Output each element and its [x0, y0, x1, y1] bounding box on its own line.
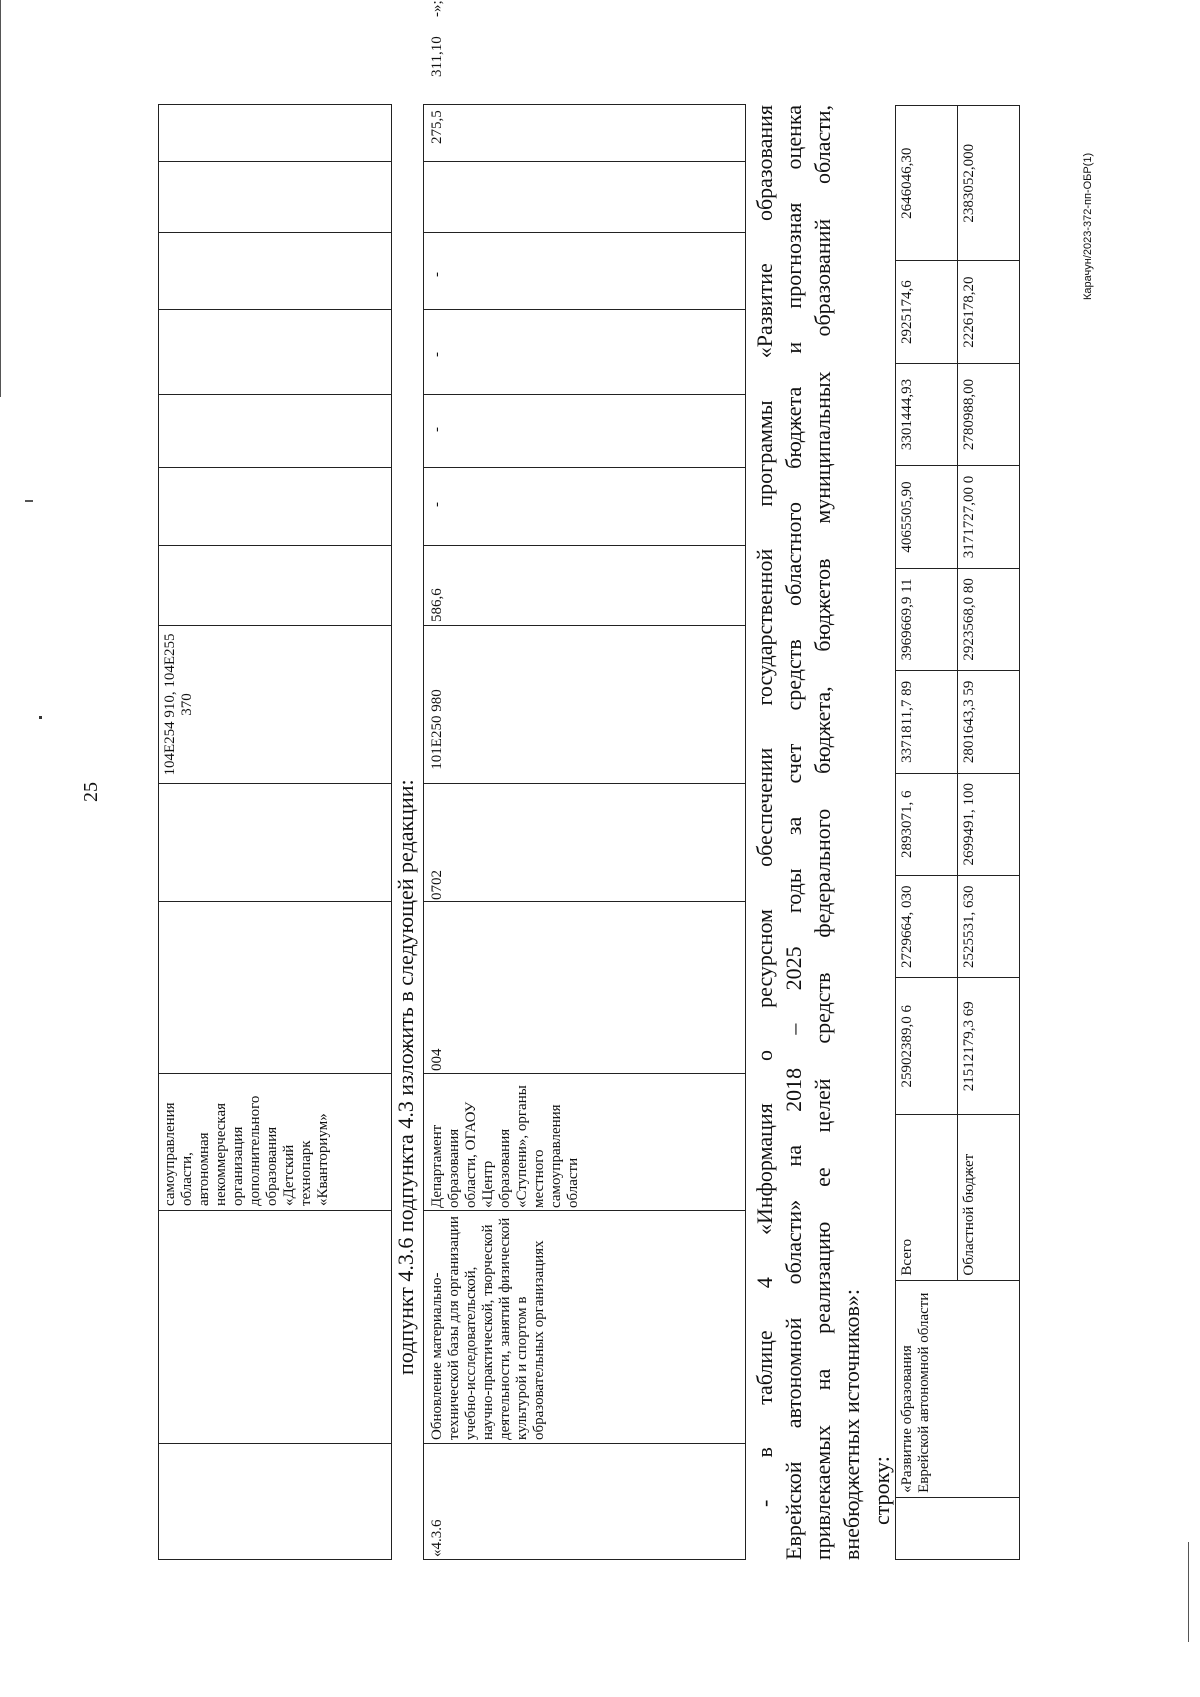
total-sum: 25902389,0 6: [896, 978, 958, 1115]
table1-name-cell: [159, 1211, 392, 1444]
table1-executor-cell: самоуправления области, автономная некоммерческая организация дополнительного образования «Детский технопарк «Кванториум»: [159, 1074, 392, 1211]
table1-cell: [159, 546, 392, 626]
table3-blank-cell: [896, 1497, 1020, 1559]
cell-csr: [424, 626, 746, 784]
table1-cell: [159, 310, 392, 395]
para-line-1: - в таблице 4 «Информация о ресурсном обеспечении государственной программы «Развитие образования: [752, 105, 777, 1507]
table1-cell: [159, 395, 392, 468]
cell-2022: [424, 162, 746, 233]
row-2018: -: [429, 502, 445, 507]
table1-csr-cell: 104E254 910, 104E255 370: [159, 626, 392, 784]
scan-line: [25, 500, 33, 502]
row-number: «4.3.6: [429, 1519, 445, 1557]
cell-2021: [424, 233, 746, 310]
row-total: 586,6: [429, 588, 445, 622]
cell-2019: [424, 395, 746, 468]
row-name: Обновление материально-технической базы для организации учебно-исследовательской, научно-практической, творческой деятельности, занятий физической культурой и спортом в образовательных организациях: [429, 1216, 547, 1440]
intro-stroku: строку:: [869, 1456, 894, 1525]
regional-2021: 2923568,0 80: [958, 568, 1020, 670]
cell-rzpr: [424, 784, 746, 902]
row-2024: 311,10: [429, 36, 445, 77]
row-2019: -: [429, 427, 445, 432]
document-code: Карачун/2023-372-пп-ОБР(1): [1082, 152, 1094, 300]
speck: [39, 716, 42, 719]
table1-cell: [159, 233, 392, 310]
total-2020: 3371811,7 89: [896, 671, 958, 773]
total-2023: 3301444,93: [896, 363, 958, 465]
cell-grbs: [424, 902, 746, 1074]
regional-2023: 2780988,00: [958, 363, 1020, 465]
cell-2018: [424, 468, 746, 546]
program-name: «Развитие образования Еврейской автономной области: [896, 1280, 1020, 1497]
row-csr: 101E250 980: [429, 689, 445, 770]
regional-2022: 3171727,00 0: [958, 466, 1020, 568]
table1-rzpr-cell: [159, 784, 392, 902]
regional-2020: 2801643,3 59: [958, 671, 1020, 773]
scan-line: [0, 0, 1, 397]
table1-cell: [159, 105, 392, 162]
row-2025: -»;: [429, 0, 445, 17]
para-line-4: внебюджетных источников»:: [839, 1289, 864, 1560]
para-line-2: Еврейской автономной области» на 2018 – 2025 годы за счет средств областного бюджета и прогнозная оценка: [781, 105, 806, 1560]
para-line-3: привлекаемых на реализацию ее целей средств федерального бюджета, бюджетов муниципальных образований области,: [810, 105, 835, 1560]
scan-line: [1188, 1542, 1189, 1642]
total-2021: 3969669,9 11: [896, 568, 958, 670]
regional-2018: 2525531, 630: [958, 876, 1020, 978]
total-2019: 2893071, 6: [896, 773, 958, 875]
row-2021: -: [429, 272, 445, 277]
source-regional: Областной бюджет: [958, 1115, 1020, 1281]
total-2025: 2646046,30: [896, 106, 958, 261]
regional-2024: 2226178,20: [958, 261, 1020, 363]
table1-num-cell: [159, 1444, 392, 1560]
row-2023: 275,5: [429, 110, 445, 144]
cell-num: [424, 1444, 746, 1560]
regional-2019: 2699491, 100: [958, 773, 1020, 875]
cell-total: [424, 546, 746, 626]
total-2024: 2925174,6: [896, 261, 958, 363]
cell-2020: [424, 310, 746, 395]
total-2022: 4065505,90: [896, 466, 958, 568]
regional-sum: 21512179,3 69: [958, 978, 1020, 1115]
total-2018: 2729664, 030: [896, 876, 958, 978]
row-2020: -: [429, 352, 445, 357]
table-resources: [895, 105, 1020, 1560]
table-continuation: [158, 104, 392, 1560]
regional-2025: 2383052,000: [958, 106, 1020, 261]
table1-grbs-cell: [159, 902, 392, 1074]
table1-cell: [159, 162, 392, 233]
source-total: Всего: [896, 1115, 958, 1281]
intro-4-3-6: подпункт 4.3.6 подпункта 4.3 изложить в следующей редакции:: [393, 779, 418, 1375]
table1-cell: [159, 468, 392, 546]
row-executor: Департамент образования области, ОГАОУ «Центр образования «Ступени», органы местного самоуправления области: [429, 1085, 581, 1208]
row-grbs: 004: [429, 1048, 445, 1071]
cell-2023: [424, 105, 746, 162]
page-number: 25: [80, 782, 102, 802]
row-rzpr: 0702: [429, 870, 445, 900]
